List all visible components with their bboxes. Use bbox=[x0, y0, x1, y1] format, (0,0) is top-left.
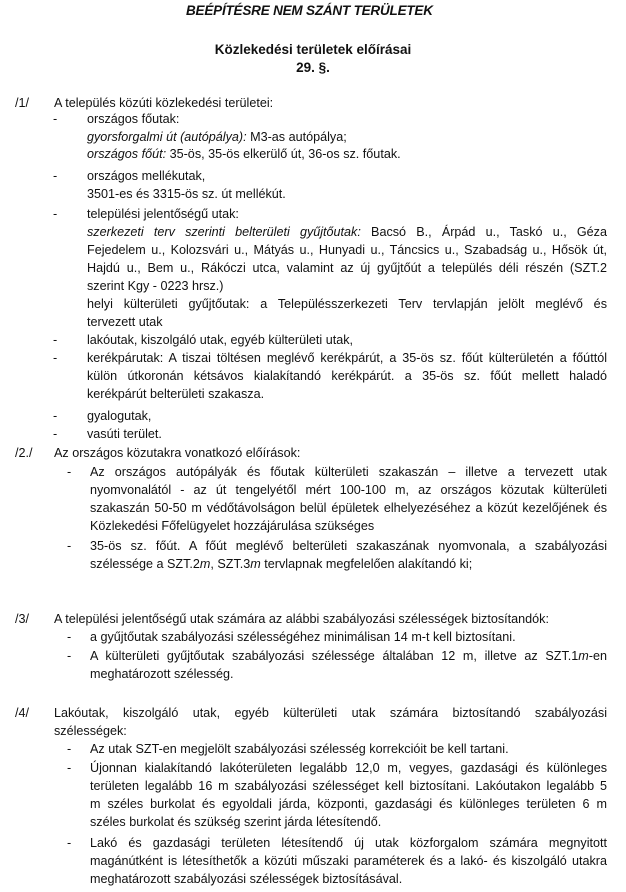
list-dash: - bbox=[67, 539, 72, 553]
list-item: Az országos autópályák és főutak külterületi szakaszán – illetve a tervezett utak bbox=[90, 465, 607, 479]
section-number: 29. §. bbox=[296, 60, 330, 75]
list-item: Lakó és gazdasági területen létesítendő új utak közforgalom számára megnyitott bbox=[90, 836, 607, 850]
document-title: BEÉPÍTÉSRE NEM SZÁNT TERÜLETEK bbox=[186, 3, 433, 18]
list-item: Újonnan kialakítandó lakóterületen legalább 12,0 m, vegyes, gazdasági és különleges bbox=[90, 761, 607, 775]
list-dash: - bbox=[67, 836, 72, 850]
list-item-text bbox=[87, 129, 347, 145]
list-dash: - bbox=[67, 630, 72, 644]
list-item: 35-ös sz. főút. A főút meglévő belterületi szakaszának nyomvonala, a szabályozási bbox=[90, 539, 607, 553]
italic-suffix: m bbox=[199, 557, 211, 571]
list-item bbox=[90, 648, 607, 664]
list-dash: - bbox=[53, 112, 58, 126]
list-dash: - bbox=[67, 649, 72, 663]
list-item: országos főutak: bbox=[87, 112, 180, 126]
list-item: települési jelentőségű utak: bbox=[87, 207, 239, 221]
list-dash: - bbox=[67, 761, 72, 775]
italic-suffix: m bbox=[250, 557, 261, 571]
italic-suffix: m bbox=[578, 649, 589, 663]
list-item-text: magánútként is létesíthetők a közúti műszaki paraméterek és a lakó- és kiszolgáló utakra bbox=[90, 854, 607, 868]
italic-term: szerkezeti terv szerinti belterületi gyűjtőutak: bbox=[87, 225, 361, 239]
list-item-text: széles burkolat és szükség szerint járda létesítendő. bbox=[90, 815, 382, 829]
list-item: gyalogutak, bbox=[87, 409, 152, 423]
paragraph-4-intro-cont: szélességek: bbox=[54, 724, 127, 738]
list-item: a gyűjtőutak szabályozási szélességéhez minimálisan 14 m-t kell biztosítani. bbox=[90, 630, 516, 644]
list-item-text: Közlekedési Főfelügyelet hozzájárulása szükséges bbox=[90, 519, 375, 533]
list-dash: - bbox=[67, 465, 72, 479]
text-run: -en bbox=[588, 649, 607, 663]
document-subtitle: Közlekedési területek előírásai bbox=[214, 42, 412, 57]
text-run: tervlapnak megfelelően alakítandó ki; bbox=[260, 557, 473, 571]
list-item-text: tervezett utak bbox=[87, 315, 163, 329]
list-item-text: Hajdú u., Bem u., Rákóczi utca, valamint az új gyűjtőút a település déli részén (SZT.2 bbox=[87, 261, 607, 275]
term-value: M3-as autópálya; bbox=[246, 130, 347, 144]
italic-term: gyorsforgalmi út (autópálya): bbox=[87, 130, 247, 144]
paragraph-3-intro: A települési jelentőségű utak számára az alábbi szabályozási szélességek biztosítandók: bbox=[54, 612, 549, 626]
list-item: lakóutak, kiszolgáló utak, egyéb külterületi utak, bbox=[87, 333, 354, 347]
list-dash: - bbox=[53, 427, 58, 441]
list-dash: - bbox=[53, 351, 58, 365]
paragraph-number-3: /3/ bbox=[15, 612, 30, 626]
list-item-text: helyi külterületi gyűjtőutak: a Településszerkezeti Terv tervlapján jelölt meglévő és bbox=[87, 297, 607, 311]
list-item-text: 3501-es és 3315-ös sz. út mellékút. bbox=[87, 187, 286, 201]
list-item-text: meghatározott szabályozási szélességek biztosításával. bbox=[90, 872, 403, 886]
list-item: országos mellékutak, bbox=[87, 169, 206, 183]
list-item-text: területen legalább 16 m szabályozási szélességet kell biztosítani. Lakóutakon legalább 5 bbox=[90, 779, 607, 793]
list-dash: - bbox=[53, 207, 58, 221]
paragraph-number-4: /4/ bbox=[15, 706, 30, 720]
list-item-text: kerékpárút belterületi szakasza. bbox=[87, 387, 265, 401]
list-item: Az utak SZT-en megjelölt szabályozási szélesség korrekcióit be kell tartani. bbox=[90, 742, 509, 756]
paragraph-1-intro: A település közúti közlekedési területei: bbox=[54, 96, 274, 110]
list-dash: - bbox=[53, 169, 58, 183]
list-item: kerékpárutak: A tiszai töltésen meglévő kerékpárút, a 35-ös sz. főút külterületén a főúttól bbox=[87, 351, 607, 365]
list-item-text: meghatározott szélesség. bbox=[90, 667, 234, 681]
italic-term: országos főút: bbox=[87, 147, 167, 161]
list-item-text: külön útkoronán kétsávos kialakítandó kerékpárút. a 35-ös sz. főút mellett haladó bbox=[87, 369, 607, 383]
text-run: szélessége a SZT.2 bbox=[90, 557, 200, 571]
text-run: , SZT.3 bbox=[210, 557, 251, 571]
list-item-text: Fejedelem u., Kolozsvári u., Mátyás u., Hunyadi u., Táncsics u., Szabadság u., Hősök út, bbox=[87, 243, 607, 257]
list-item-text: szakaszán 50-50 m védőtávolságon belül épületek elhelyezéséhez a közút kezelőjének és bbox=[90, 501, 607, 515]
list-item-text bbox=[90, 556, 472, 572]
list-dash: - bbox=[53, 333, 58, 347]
list-item-text: nyomvonalától - az út tengelyétől mért 100-100 m, az országos közutak külterületi bbox=[90, 483, 607, 497]
list-item-text: m széles burkolat és egyoldali járda, központi, gazdasági és különleges területen 6 m bbox=[90, 797, 607, 811]
list-item-text bbox=[87, 146, 401, 162]
list-item-text bbox=[87, 224, 607, 240]
term-value: 35-ös, 35-ös elkerülő út, 36-os sz. főutak. bbox=[166, 147, 401, 161]
paragraph-4-intro: Lakóutak, kiszolgáló utak, egyéb külterületi utak számára biztosítandó szabályozási bbox=[54, 706, 607, 720]
list-item: vasúti terület. bbox=[87, 427, 162, 441]
paragraph-number-1: /1/ bbox=[15, 96, 30, 110]
paragraph-number-2: /2./ bbox=[15, 446, 33, 460]
text-run: A külterületi gyűjtőutak szabályozási szélessége általában 12 m, illetve az SZT.1 bbox=[90, 649, 579, 663]
list-item-text: szerint Kgy - 0223 hrsz.) bbox=[87, 279, 224, 293]
paragraph-2-intro: Az országos közutakra vonatkozó előírások: bbox=[54, 446, 301, 460]
list-dash: - bbox=[67, 742, 72, 756]
term-value: Bacsó B., Árpád u., Taskó u., Géza bbox=[360, 225, 607, 239]
list-dash: - bbox=[53, 409, 58, 423]
